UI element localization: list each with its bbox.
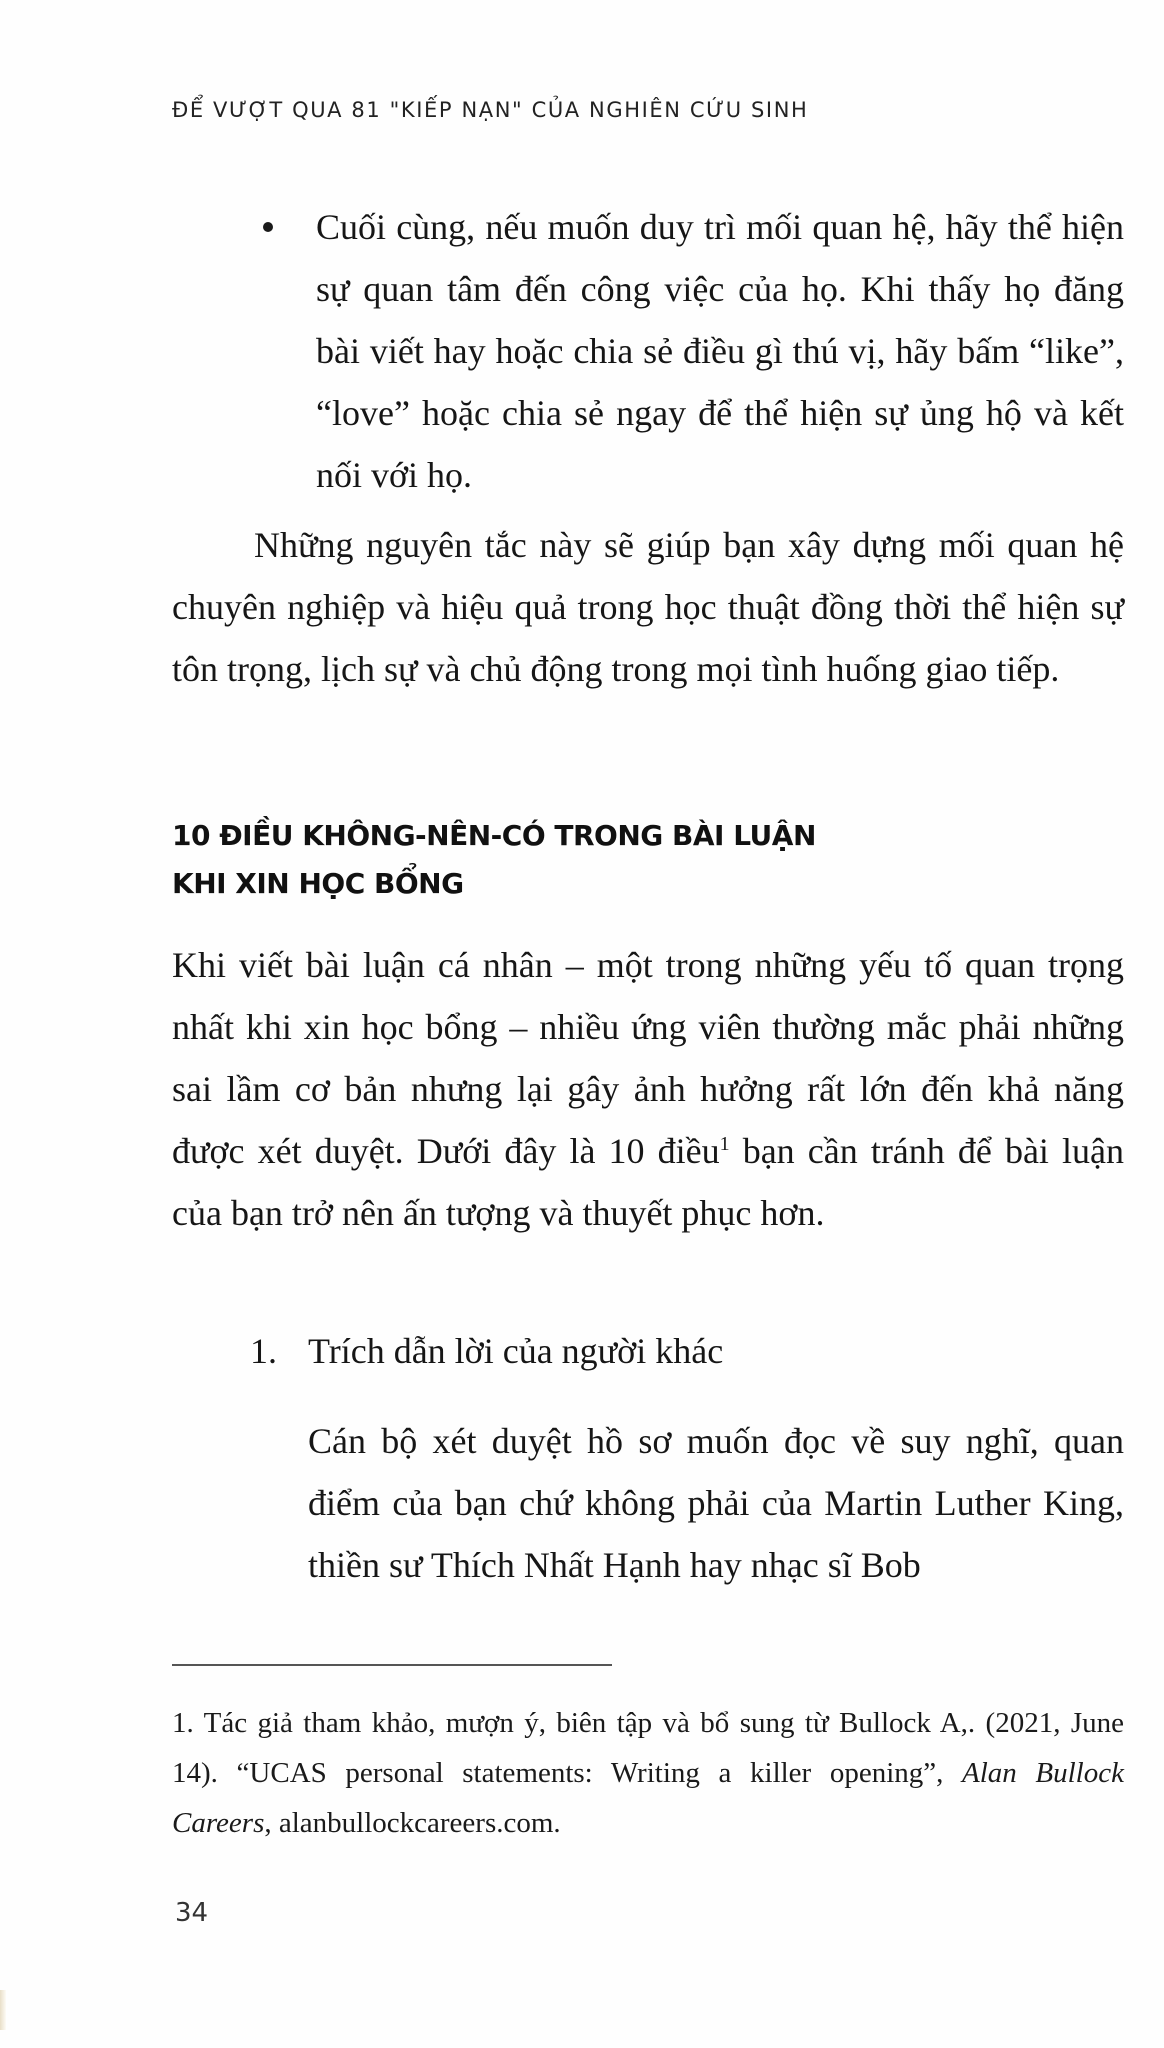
footnote-marker[interactable]: 1 — [719, 1133, 730, 1155]
footnote-divider — [172, 1664, 612, 1666]
paragraph-intro — [172, 934, 1124, 1244]
section-heading-line-1: 10 ĐIỀU KHÔNG-NÊN-CÓ TRONG BÀI LUẬN — [172, 819, 816, 852]
footnote-source-title: Alan Bullock Careers — [172, 1757, 1124, 1839]
paragraph-summary: Những nguyên tắc này sẽ giúp bạn xây dựng mối quan hệ chuyên nghiệp và hiệu quả trong học thuật đồng thời thể hiện sự tôn trọng, lịch sự và chủ động trong mọi tình huống giao tiếp. — [172, 525, 1124, 689]
list-item-body: Cán bộ xét duyệt hồ sơ muốn đọc về suy nghĩ, quan điểm của bạn chứ không phải của Martin Luther King, thiền sư Thích Nhất Hạnh hay nhạc sĩ Bob — [308, 1421, 1124, 1585]
paragraph-intro-text-cont: bạn cần tránh để bài luận của bạn trở nên ấn tượng và thuyết phục hơn. — [172, 1131, 1124, 1233]
bullet-item-text: Cuối cùng, nếu muốn duy trì mối quan hệ, hãy thể hiện sự quan tâm đến công việc của họ. Khi thấy họ đăng bài viết hay hoặc chia sẻ điều gì thú vị, hãy bấm “like”, “love” hoặc chia sẻ ngay để thể hiện sự ủng hộ và kết nối với họ. — [316, 207, 1124, 495]
paragraph-intro-text: Khi viết bài luận cá nhân – một trong những yếu tố quan trọng nhất khi xin học bổng – nhiều ứng viên thường mắc phải những sai lầm cơ bản nhưng lại gây ảnh hưởng rất lớn đến khả năng được xét duyệt. Dưới đây là 10 điều — [172, 945, 1124, 1171]
bullet-icon — [263, 222, 273, 232]
list-item-number: 1. — [250, 1331, 277, 1371]
list-item-title: Trích dẫn lời của người khác — [308, 1331, 724, 1371]
footnote-text: 1. Tác giả tham khảo, mượn ý, biên tập và bổ sung từ Bullock A,. (2021, June 14). “UCAS personal statements: Writing a killer opening”, — [172, 1707, 1124, 1789]
footnote-source-url: , alanbullockcareers.com. — [264, 1807, 561, 1839]
page-number: 34 — [175, 1898, 209, 1928]
section-heading — [172, 812, 816, 908]
section-heading-line-2: KHI XIN HỌC BỔNG — [172, 867, 464, 900]
running-head: ĐỂ VƯỢT QUA 81 "KIẾP NẠN" CỦA NGHIÊN CỨU SINH — [172, 98, 809, 122]
page-edge-shadow — [0, 1990, 6, 2030]
footnote — [172, 1698, 1124, 1848]
